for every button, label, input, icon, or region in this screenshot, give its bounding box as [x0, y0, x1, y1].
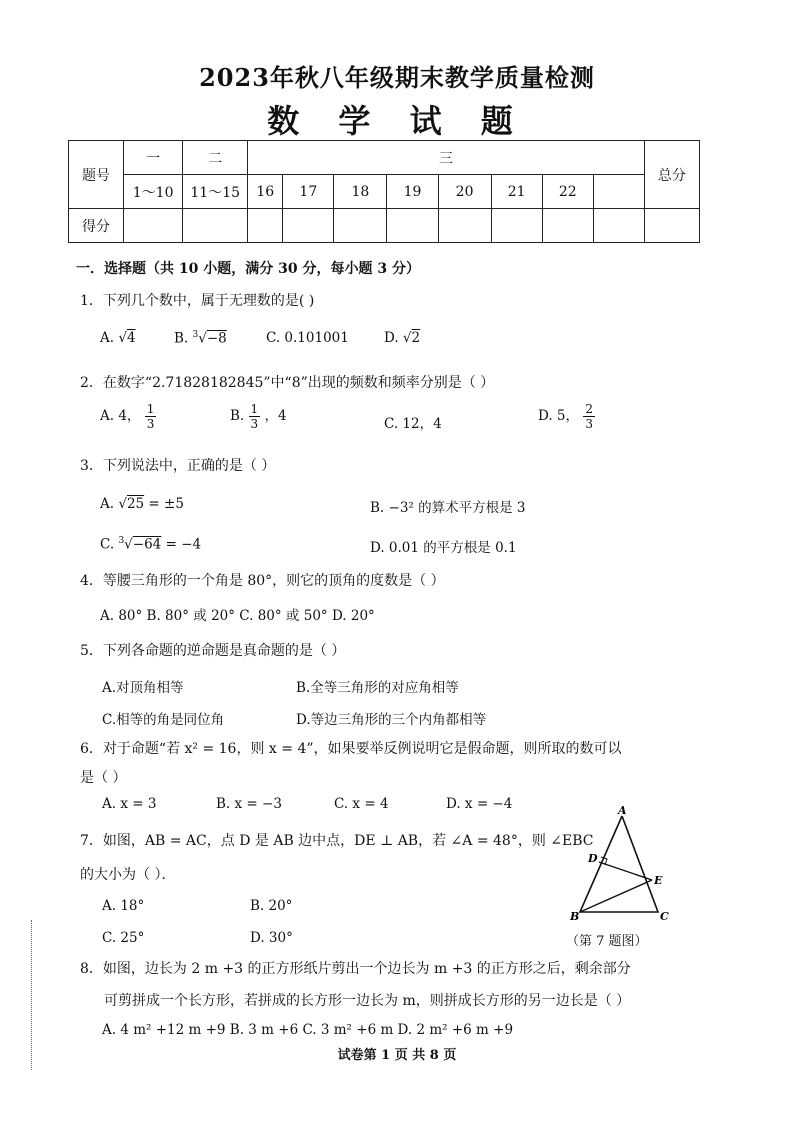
q1-stem: 1．下列几个数中，属于无理数的是( ): [80, 293, 315, 309]
q7-option-b: B. 20°: [250, 898, 293, 914]
col-20: 20: [438, 175, 491, 209]
score-cell[interactable]: [334, 209, 387, 243]
q6-option-b: B. x = −3: [216, 796, 282, 812]
page-footer: 试卷第 1 页 共 8 页: [337, 1048, 457, 1063]
q2-option-a: A. 4， $\frac{1}{3}$: [100, 402, 155, 431]
q2-option-d: D. 5， $\frac{2}{3}$: [538, 402, 593, 431]
exam-title: 2023年秋八年级期末教学质量检测: [199, 63, 595, 92]
q5-option-b: B.全等三角形的对应角相等: [296, 680, 459, 696]
q3-option-d: D. 0.01 的平方根是 0.1: [370, 540, 517, 556]
q4-options: A. 80° B. 80° 或 20° C. 80° 或 50° D. 20°: [100, 608, 375, 624]
q3-option-b: B. −3² 的算术平方根是 3: [370, 500, 526, 516]
q2-stem: 2．在数字“2.71828182845”中“8”出现的频数和频率分别是（ ）: [80, 375, 495, 391]
q8-stem: 8．如图，边长为 2 m +3 的正方形纸片剪出一个边长为 m +3 的正方形之后，剩余部分: [80, 961, 631, 977]
q6-stem-continued: 是（ ）: [80, 770, 127, 786]
total-score-cell[interactable]: [644, 209, 699, 243]
score-cell[interactable]: [183, 209, 248, 243]
q5-stem: 5．下列各命题的逆命题是真命题的是（ ）: [80, 643, 346, 659]
label-c: C: [660, 910, 669, 923]
col-17: 17: [283, 175, 334, 209]
score-cell[interactable]: [124, 209, 183, 243]
q7-option-a: A. 18°: [102, 898, 145, 914]
score-label: 得分: [69, 209, 124, 243]
exam-subject-title: 数 学 试 题: [267, 102, 527, 140]
score-cell[interactable]: [283, 209, 334, 243]
question-number-label: 题号: [69, 141, 124, 209]
q2-option-c: C. 12，4: [384, 416, 442, 432]
q1-option-c: C. 0.101001: [266, 330, 349, 346]
q6-option-a: A. x = 3: [102, 796, 157, 812]
q1-option-a: A. √4: [100, 330, 136, 346]
q8-options: A. 4 m² +12 m +9 B. 3 m +6 C. 3 m² +6 m D. 2 m² +6 m +9: [102, 1022, 514, 1038]
col-16: 16: [248, 175, 283, 209]
label-b: B: [570, 910, 580, 923]
score-cell[interactable]: [593, 209, 644, 243]
col-19: 19: [387, 175, 438, 209]
group-3: 三: [248, 141, 645, 175]
segment-de: [599, 862, 652, 880]
q5-option-c: C.相等的角是同位角: [102, 712, 225, 728]
triangle-figure: [566, 802, 676, 924]
figure-caption: （第 7 题图）: [566, 934, 648, 949]
segment-be: [580, 880, 652, 912]
q1-option-d: D. √2: [384, 330, 421, 346]
q6-option-d: D. x = −4: [446, 796, 513, 812]
q5-option-a: A.对顶角相等: [102, 680, 184, 696]
col-21: 21: [491, 175, 542, 209]
score-cell[interactable]: [387, 209, 438, 243]
col-1-10: 1～10: [124, 175, 183, 209]
col-blank: [593, 175, 644, 209]
q8-stem-continued: 可剪拼成一个长方形，若拼成的长方形一边长为 m，则拼成长方形的另一边长是（ ）: [104, 993, 631, 1009]
q3-stem: 3．下列说法中，正确的是（ ）: [80, 458, 276, 474]
label-e: E: [654, 874, 663, 887]
col-18: 18: [334, 175, 387, 209]
score-cell[interactable]: [542, 209, 593, 243]
group-2: 二: [183, 141, 248, 175]
q7-stem-continued: 的大小为（ ）．: [80, 867, 176, 883]
total-label: 总分: [644, 141, 699, 209]
margin-dotted-line: [31, 920, 34, 1070]
score-cell[interactable]: [248, 209, 283, 243]
label-d: D: [588, 852, 598, 865]
q3-option-c: C. $^3$√−64 = −4: [100, 536, 202, 553]
q4-stem: 4．等腰三角形的一个角是 80°，则它的顶角的度数是（ ）: [80, 573, 445, 589]
score-cell[interactable]: [438, 209, 491, 243]
q6-stem: 6．对于命题“若 x² = 16，则 x = 4”，如果要举反例说明它是假命题，则所取的数可以: [80, 741, 622, 757]
q1-option-b: B. $^3$√−8: [174, 330, 227, 347]
col-22: 22: [542, 175, 593, 209]
score-cell[interactable]: [491, 209, 542, 243]
q3-option-a: A. √25 = ±5: [100, 496, 184, 512]
group-1: 一: [124, 141, 183, 175]
q7-stem: 7．如图，AB = AC，点 D 是 AB 边中点，DE ⊥ AB，若 ∠A = 48°，则 ∠EBC: [80, 833, 594, 849]
q7-option-c: C. 25°: [102, 930, 145, 946]
score-table: [68, 140, 700, 243]
col-11-15: 11～15: [183, 175, 248, 209]
q5-option-d: D.等边三角形的三个内角都相等: [296, 712, 487, 728]
q7-option-d: D. 30°: [250, 930, 293, 946]
q6-option-c: C. x = 4: [334, 796, 389, 812]
section-heading: 一．选择题（共 10 小题，满分 30 分，每小题 3 分）: [76, 261, 420, 277]
label-a: A: [618, 804, 627, 817]
q2-option-b: B. $\frac{1}{3}$ ，4: [230, 402, 287, 431]
